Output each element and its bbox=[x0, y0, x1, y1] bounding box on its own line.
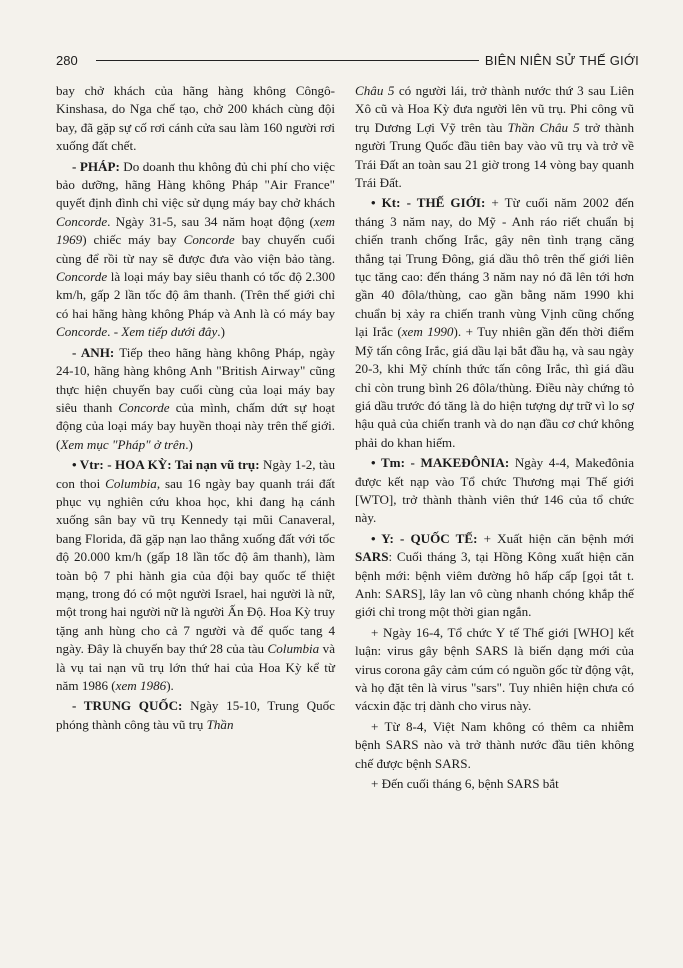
paragraph-congo-crash: bay chở khách của hãng hàng không Côngô-Kinshasa, do Nga chế tạo, chở 200 khách cùng đội bay, đã gặp sự cố rơi cánh cửa sau làm 160 người rơi xuống đất chết. bbox=[56, 83, 335, 154]
section-tag: • Y: - QUỐC TẾ: bbox=[371, 530, 478, 546]
paragraph-sars-who: + Ngày 16-4, Tổ chức Y tế Thế giới [WHO] kết luận: virus gây bệnh SARS là biến dạng mới của virus corona gây cảm cúm có nguồn gốc từ động vật, và họ đặt tên là virus "sars". Tuy nhiên hiện chưa có vácxin đặc trị dành cho virus này. bbox=[355, 624, 634, 714]
country-tag: - ANH: bbox=[72, 344, 115, 360]
paragraph-uk: - ANH: Tiếp theo hãng hàng không Pháp, ngày 24-10, hãng hàng không Anh "British Airway" cũng thực hiện chuyến bay cuối cùng của loại máy bay siêu thanh Concorde của mình, chấm dứt sự hoạt động của loại máy bay huyền thoại này trên thế giới. (Xem mục "Pháp" ở trên.) bbox=[56, 344, 336, 452]
country-tag: - PHÁP: bbox=[72, 158, 120, 174]
header-rule bbox=[96, 60, 479, 61]
paragraph-france: - PHÁP: Do doanh thu không đủ chi phí cho việc bảo dưỡng, hãng Hàng không Pháp "Air France" quyết định đình chỉ việc sử dụng máy bay chở khách Concorde. Ngày 31-5, sau 34 năm hoạt động (xem 1969) chiếc máy bay Concorde bay chuyến cuối cùng để rồi từ nay sẽ được đưa vào viện bảo tàng. Concorde là loại máy bay siêu thanh có tốc độ 2.300 km/h, gấp 2 lần tốc độ âm thanh. (Trên thế giới chỉ có hai hãng hàng không Pháp và Anh là có máy bay Concorde. - Xem tiếp dưới đây.) bbox=[56, 158, 335, 340]
paragraph-sars-intro: • Y: - QUỐC TẾ: + Xuất hiện căn bệnh mới SARS: Cuối tháng 3, tại Hồng Kông xuất hiện căn bệnh mới: bệnh viêm đường hô hấp cấp [gọi tắt t. Anh: SARS], lây lan vô cùng nhanh chóng khắp thế giới chỉ trong một thời gian ngắn. bbox=[355, 530, 634, 620]
cross-reference: xem 1969 bbox=[56, 213, 335, 248]
page-number: 280 bbox=[56, 52, 78, 68]
cross-reference: xem 1986 bbox=[115, 678, 167, 693]
paragraph-china-space-cont: Châu 5 có người lái, trở thành nước thứ 3 sau Liên Xô cũ và Hoa Kỳ đưa người lên vũ trụ. Phi công vũ trụ Dương Lợi Vỹ trên tàu Thần Châu 5 trở thành người Trung Quốc đầu tiên bay vào vũ trụ và trở về Trái Đất an toàn sau 21 giờ trong 14 vòng bay quanh Trái Đất. bbox=[355, 83, 635, 191]
paragraph-sars-vietnam: + Từ 8-4, Việt Nam không có thêm ca nhiễm bệnh SARS nào và trở thành nước đầu tiên không chế được bệnh SARS. bbox=[355, 718, 634, 771]
cross-reference: Xem tiếp dưới đây bbox=[121, 324, 218, 340]
section-tag: • Vtr: - HOA KỲ: Tai nạn vũ trụ: bbox=[72, 457, 260, 473]
section-tag: • Tm: - MAKEĐÔNIA: bbox=[371, 455, 510, 471]
paragraph-china-space: - TRUNG QUỐC: Ngày 15-10, Trung Quốc phóng thành công tàu vũ trụ Thần bbox=[56, 698, 335, 732]
cross-reference: Xem mục "Pháp" ở trên bbox=[60, 436, 186, 452]
right-column bbox=[355, 82, 634, 795]
running-title: BIÊN NIÊN SỬ THẾ GIỚI bbox=[484, 52, 639, 68]
paragraph-world-economy: • Kt: - THẾ GIỚI: + Từ cuối năm 2002 đến tháng 3 năm nay, do Mỹ - Anh ráo riết chuẩn bị chiến tranh chống Irắc, gây nên tình trạng căng thẳng tại Trung Đông, giá dầu thô trên thế giới liên tục tăng cao: đến tháng 3 năm nay nó đã lên tới hơn gần 40 đôla/thùng, cao gần bằng năm 1990 khi chuẩn bị xảy ra chiến tranh vùng Vịnh cũng chống lại Irắc (xem 1990). + Tuy nhiên gần đến thời điểm Mỹ tấn công Irắc, giá dầu lại bắt đầu hạ, và sau ngày 20-3, khi Mỹ chính thức tấn công Irắc, thì giá dầu chỉ còn trung bình 26 đôla/thùng. Điều này chứng tỏ giá dầu trước đó tăng là do hiện tượng dự trữ vì lo sợ hậu quả của chiến tranh và do nạn đầu cơ chứ không phải do khan hiếm. bbox=[355, 195, 635, 450]
paragraph-sars-june: + Đến cuối tháng 6, bệnh SARS bắt bbox=[371, 776, 559, 792]
country-tag: - TRUNG QUỐC: bbox=[72, 698, 183, 714]
left-column bbox=[56, 82, 335, 736]
page-header bbox=[56, 50, 639, 70]
paragraph-usa-space-accident: • Vtr: - HOA KỲ: Tai nạn vũ trụ: Ngày 1-2, tàu con thoi Columbia, sau 16 ngày bay quanh trái đất phục vụ nghiên cứu khoa học, khi đang hạ cánh xuống sân bay vũ trụ Kennedy tại mũi Canaveral, bang Florida, đã gặp nạn lao thẳng xuống đất với tốc độ 20.000 km/h (gấp 18 lần tốc độ âm thanh), làm toàn bộ 7 phi hành gia của đội bay quốc tế thiệt mạng, trong đó có một người Israel, hai người là nữ, một trong hai người nữ là người Ấn Độ. Hoa Kỳ truy tặng anh hùng cho cả 7 người và để quốc tang 4 ngày. Đây là chuyến bay thứ 28 của tàu Columbia và là vụ tai nạn vũ trụ lớn thứ hai của Hoa Kỳ kể từ năm 1986 (xem 1986). bbox=[56, 457, 336, 693]
section-tag: • Kt: - THẾ GIỚI: bbox=[371, 195, 486, 211]
cross-reference: xem 1990 bbox=[401, 324, 454, 340]
paragraph-macedonia: • Tm: - MAKEĐÔNIA: Ngày 4-4, Makeđônia được kết nạp vào Tổ chức Thương mại Thế giới [WTO], trở thành thành viên thứ 146 của tổ chức này. bbox=[355, 455, 634, 526]
